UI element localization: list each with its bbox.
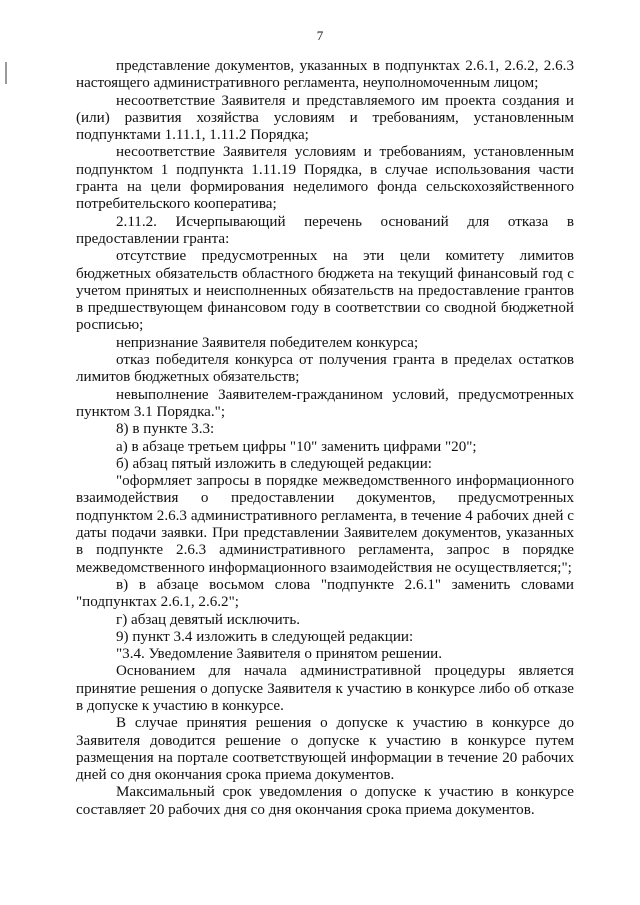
page-number: 7 (316, 28, 324, 43)
paragraph: отказ победителя конкурса от получения гранта в пределах остатков лимитов бюджетных обязательств; (76, 352, 574, 386)
paragraph: в) в абзаце восьмом слова "подпункте 2.6.1" заменить словами "подпунктах 2.6.1, 2.6.2"; (76, 576, 574, 611)
body-text (76, 58, 574, 819)
paragraph: Основанием для начала административной процедуры является принятие решения о допуске Заявителя к участию в конкурсе либо об отказе в допуске к участию в конкурсе. (76, 663, 574, 714)
paragraph: невыполнение Заявителем-гражданином условий, предусмотренных пунктом 3.1 Порядка."; (76, 386, 574, 420)
paragraph: г) абзац девятый исключить. (116, 611, 300, 628)
paragraph: несоответствие Заявителя и представляемого им проекта создания и (или) развития хозяйства условиям и требованиям, установленным подпунктами 1.11.1, 1.11.2 Порядка; (76, 92, 574, 144)
paragraph: непризнание Заявителя победителем конкурса; (116, 334, 419, 351)
paragraph: а) в абзаце третьем цифры "10" заменить цифрами "20"; (116, 438, 477, 455)
scan-margin-mark (5, 62, 7, 84)
paragraph: 2.11.2. Исчерпывающий перечень оснований для отказа в предоставлении гранта: (76, 213, 574, 247)
paragraph: "оформляет запросы в порядке межведомственного информационного взаимодействия о предоставлении документов, предусмотренных подпунктом 2.6.3 административного регламента, в течение 4 рабочих дней с даты подачи заявки. При представлении Заявителем документов, указанных в подпункте 2.6.3 административного регламента, запрос в порядке межведомственного информационного взаимодействия не осуществляется;"; (76, 473, 574, 576)
paragraph: представление документов, указанных в подпунктах 2.6.1, 2.6.2, 2.6.3 настоящего административного регламента, неуполномоченным лицом; (76, 58, 574, 92)
paragraph: несоответствие Заявителя условиям и требованиям, установленным подпунктом 1 подпункта 1.11.19 Порядка, в случае использования части гранта на цели формирования неделимого фонда сельскохозяйственного потребительского кооператива; (76, 144, 574, 213)
paragraph: 9) пункт 3.4 изложить в следующей редакции: (116, 628, 414, 645)
paragraph: "3.4. Уведомление Заявителя о принятом решении. (116, 646, 442, 663)
paragraph: В случае принятия решения о допуске к участию в конкурсе до Заявителя доводится решение о допуске к участию в конкурсе путем размещения на портале соответствующей информации в течение 20 рабочих дней со дня окончания срока приема документов. (76, 715, 574, 784)
paragraph: б) абзац пятый изложить в следующей редакции: (116, 455, 432, 472)
paragraph: Максимальный срок уведомления о допуске к участию в конкурсе составляет 20 рабочих дня со дня окончания срока приема документов. (76, 784, 574, 818)
paragraph: отсутствие предусмотренных на эти цели комитету лимитов бюджетных обязательств областного бюджета на текущий финансовый год с учетом принятых и неисполненных обязательств на предоставление грантов в предшествующем финансовом году в соответствии со сводной бюджетной росписью; (76, 248, 574, 334)
paragraph: 8) в пункте 3.3: (116, 421, 215, 438)
